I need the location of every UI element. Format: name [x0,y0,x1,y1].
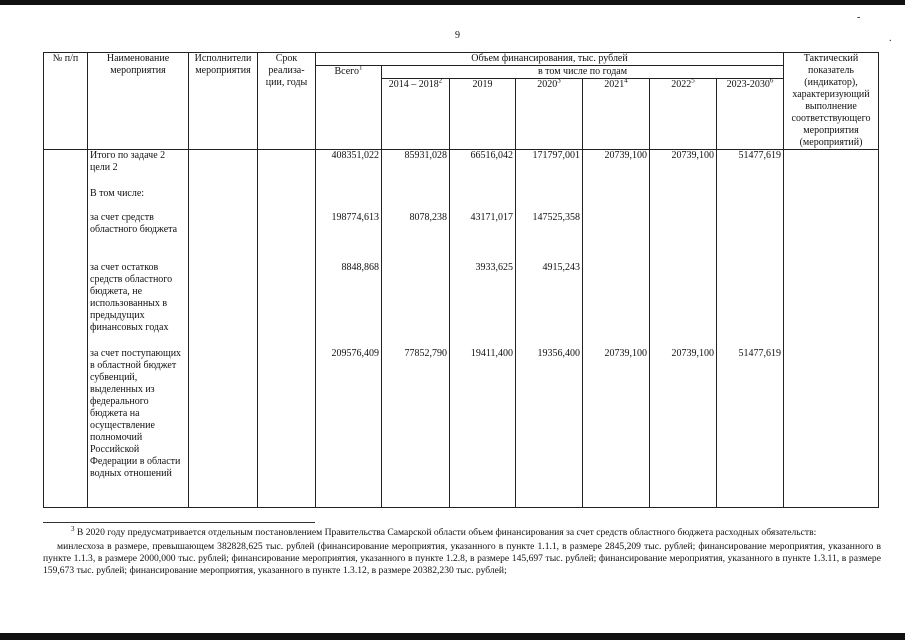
footnote-ref: 1 [359,65,363,72]
table-row [44,188,879,212]
header-year-label: 2019 [472,79,493,90]
cell-2014-2018 [382,188,450,212]
cell-2021 [583,188,650,212]
cell-2023-2030 [717,212,784,262]
cell-2019: 19411,400 [450,348,516,508]
header-year-label: 2023-2030 [726,79,770,90]
cell-2019: 66516,042 [450,150,516,188]
row-name: Итого по задаче 2 цели 2 [88,150,189,188]
corner-mark: - [857,12,861,23]
header-year [583,79,650,150]
header-total-label: Всего [334,66,360,77]
top-border [0,0,905,5]
header-term: Срок реализа-ции, годы [258,53,316,150]
cell-2022 [650,212,717,262]
cell-2021: 20739,100 [583,150,650,188]
cell-2020: 4915,243 [516,262,583,348]
cell-total: 408351,022 [316,150,382,188]
cell-2020: 19356,400 [516,348,583,508]
cell-2023-2030: 51477,619 [717,348,784,508]
footnote-separator [43,522,315,523]
cell-2022: 20739,100 [650,348,717,508]
header-year [450,79,516,150]
table-row [44,262,879,348]
header-year-label: 2020 [537,79,558,90]
cell-2014-2018: 8078,238 [382,212,450,262]
cell-2019: 3933,625 [450,262,516,348]
header-indicator: Тактический показатель (индикатор), характеризующий выполнение соответствующего мероприятия (мероприятий) [784,53,879,150]
cell-2020: 147525,358 [516,212,583,262]
footnote-marker: 3 [71,524,75,533]
table-row [44,348,879,508]
header-year [717,79,784,150]
cell-total [316,188,382,212]
header-num: № п/п [44,53,88,150]
row-name: за счет средств областного бюджета [88,212,189,262]
corner-mark: . [889,33,892,44]
table-row [44,212,879,262]
cell-2022 [650,188,717,212]
cell-2021: 20739,100 [583,348,650,508]
header-name: Наименование мероприятия [88,53,189,150]
footnote-ref: 5 [691,78,695,85]
footnote [43,524,881,577]
footnote-ref: 3 [557,78,561,85]
cell-2021 [583,262,650,348]
cell-total: 8848,868 [316,262,382,348]
header-year-label: 2022 [671,79,692,90]
footnote-ref: 4 [624,78,628,85]
footnote-ref: 6 [769,78,774,85]
header-year [650,79,717,150]
header-year [382,79,450,150]
row-name: В том числе: [88,188,189,212]
cell-2022 [650,262,717,348]
header-year-label: 2014 – 2018 [388,79,439,90]
cell-2020: 171797,001 [516,150,583,188]
footnote-intro-paragraph [43,524,881,539]
cell-2019: 43171,017 [450,212,516,262]
bottom-border [0,633,905,640]
header-financing: Объем финансирования, тыс. рублей [316,53,784,66]
header-executors: Исполнители мероприятия [189,53,258,150]
cell-2023-2030 [717,188,784,212]
cell-2014-2018 [382,262,450,348]
footnote-ref: 2 [438,78,443,85]
cell-total: 209576,409 [316,348,382,508]
page-number: 9 [455,30,460,41]
footnote-intro: В 2020 году предусматривается отдельным постановлением Правительства Самарской области объем финансирования за счет средств областного бюджета расходных обязательств: [76,527,817,538]
header-year-label: 2021 [604,79,625,90]
header-by-year: в том числе по годам [382,66,784,79]
header-total [316,66,382,150]
cell-2019 [450,188,516,212]
table-row [44,150,879,188]
financing-table [43,52,879,508]
row-name: за счет поступающих в областной бюджет субвенций, выделенных из федерального бюджета на осуществление полномочий Российской Федерации в области водных отношений [88,348,189,508]
cell-2014-2018: 77852,790 [382,348,450,508]
row-name: за счет остатков средств областного бюджета, не использованных в предыдущих финансовых годах [88,262,189,348]
cell-total: 198774,613 [316,212,382,262]
cell-2014-2018: 85931,028 [382,150,450,188]
cell-2023-2030: 51477,619 [717,150,784,188]
cell-2021 [583,212,650,262]
cell-2022: 20739,100 [650,150,717,188]
header-year [516,79,583,150]
cell-2023-2030 [717,262,784,348]
footnote-text: минлесхоза в размере, превышающем 382828,625 тыс. рублей (финансирование мероприятия, указанного в пункте 1.1.1, в размере 2845,209 тыс. рублей; финансирование мероприятия, указанного в пункте 1.1.3, в размере 2000,000 тыс. рублей; финансирование мероприятия, указанного в пункте 1.2.8, в размере 145,697 тыс. рублей; финансирование мероприятия, указанного в пункте 1.3.11, в размере 159,673 тыс. рублей; финансирование мероприятия, указанного в пункте 1.3.12, в размере 20382,230 тыс. рублей; [43,541,881,576]
cell-2020 [516,188,583,212]
